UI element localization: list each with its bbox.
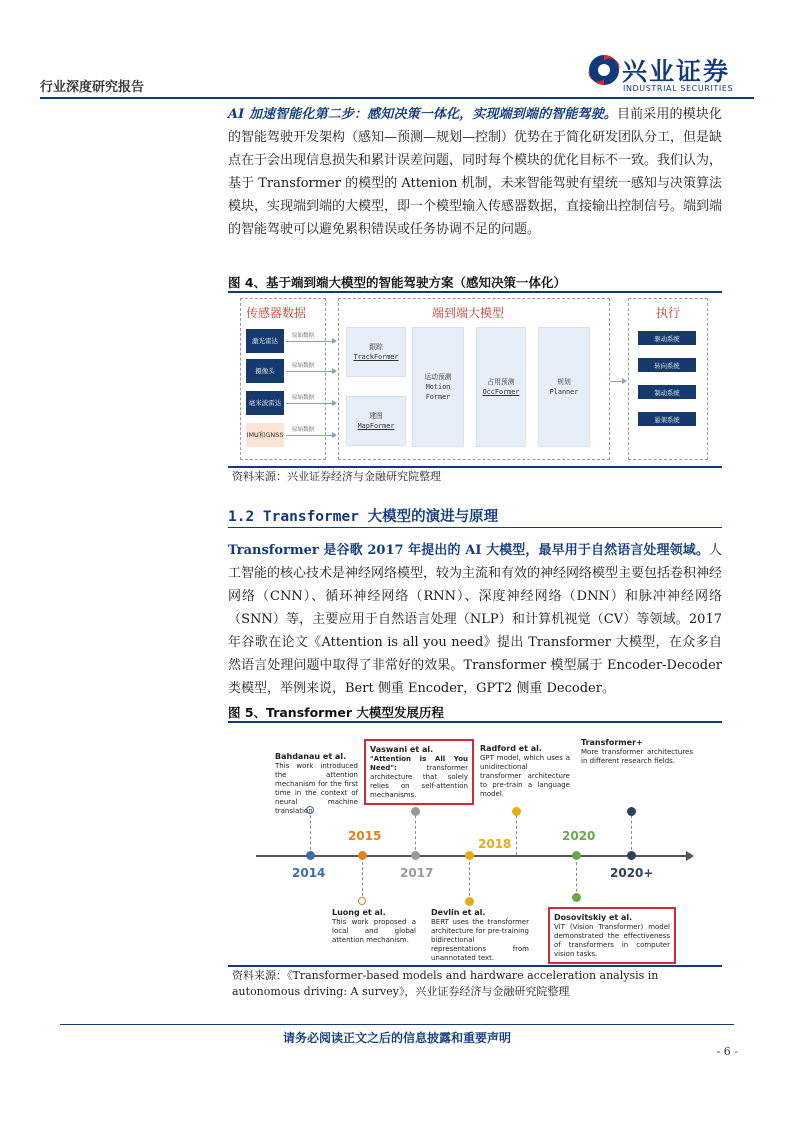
dot-dosovitskiy bbox=[572, 893, 581, 902]
figure4-source: 资料来源：兴业证券经济与金融研究院整理 bbox=[232, 470, 441, 483]
event-luong-text: This work proposed a local and global attention mechanism. bbox=[332, 918, 416, 944]
arrow-lidar bbox=[286, 341, 336, 342]
stem-2020 bbox=[576, 857, 577, 897]
stem-2020plus bbox=[631, 810, 632, 855]
event-devlin-name: Devlin et al. bbox=[431, 908, 486, 917]
stem-2014 bbox=[310, 810, 311, 855]
event-radford-text: GPT model, which uses a unidirectional transformer architecture to pre-train a language model. bbox=[480, 754, 570, 798]
dot-devlin bbox=[465, 897, 474, 906]
raw-data-label: 原始数据 bbox=[292, 427, 315, 433]
event-vaswani-name: Vaswani et al. bbox=[370, 745, 434, 754]
section-title: 1.2 Transformer 大模型的演进与原理 bbox=[228, 509, 499, 525]
event-dosovitskiy-name: Dosovitskiy et al. bbox=[554, 913, 633, 922]
planner-cn: 规划 bbox=[557, 378, 571, 386]
event-transformer-plus-text: More transformer architectures in different research fields. bbox=[581, 748, 693, 765]
event-radford-name: Radford et al. bbox=[480, 744, 542, 753]
event-luong-name: Luong et al. bbox=[332, 908, 386, 917]
stem-2017 bbox=[415, 810, 416, 855]
model-group-title: 端到端大模型 bbox=[432, 306, 505, 320]
stem-2018-radford bbox=[516, 810, 517, 855]
occ-former-en: OccFormer bbox=[482, 388, 520, 396]
paragraph-intro-lead: AI 加速智能化第二步：感知决策一体化，实现端到端的智能驾驶。 bbox=[228, 107, 617, 122]
logo-mark-icon bbox=[586, 52, 622, 88]
track-former-cn: 跟踪 bbox=[369, 343, 383, 351]
arrow-imu bbox=[286, 435, 336, 436]
header-divider bbox=[40, 97, 754, 99]
year-2020: 2020 bbox=[562, 829, 596, 843]
exec-suspension-system: 悬架系统 bbox=[638, 412, 696, 426]
sensor-imu-gnss: IMU和GNSS bbox=[246, 423, 284, 447]
report-type: 行业深度研究报告 bbox=[40, 80, 145, 95]
event-vaswani-title: "Attention is All You Need": bbox=[370, 755, 468, 772]
paragraph-transformer-lead: Transformer 是谷歌 2017 年提出的 AI 大模型，最早用于自然语言处理领域。 bbox=[228, 543, 709, 558]
figure4-caption: 图 4、基于端到端大模型的智能驾驶方案（感知决策一体化） bbox=[228, 275, 567, 290]
exec-drive-system: 驱动系统 bbox=[638, 331, 696, 345]
year-2017: 2017 bbox=[400, 866, 434, 880]
event-dosovitskiy-text: ViT (Vision Transformer) model demonstrated the effectiveness of transformers in computer vision tasks. bbox=[554, 923, 670, 958]
dot-2020 bbox=[572, 851, 581, 860]
event-dosovitskiy bbox=[548, 907, 676, 964]
event-vaswani bbox=[364, 739, 474, 805]
event-bahdanau-text: This work introduced the attention mechanism for the first time in the context of neural machine translation bbox=[275, 762, 358, 815]
exec-group-box bbox=[628, 298, 708, 460]
event-bahdanau bbox=[275, 751, 358, 816]
figure5-timeline bbox=[228, 723, 722, 968]
motion-former-box bbox=[412, 327, 464, 447]
motion-former-en1: Motion bbox=[425, 383, 451, 391]
dot-2017 bbox=[411, 851, 420, 860]
paragraph-transformer-body: 人工智能的核心技术是神经网络模型，较为主流和有效的神经网络模型主要包括卷积神经网络（CNN）、循环神经网络（RNN）、深度神经网络（DNN）和脉冲神经网络（SNN）等，主要应用于自然语言处理（NLP）和计算机视觉（CV）等领域。2017 年谷歌在论文《Attention is all you need》提出 Transformer 大模型，在众多自然语言处理问题中取得了非常好的效果。Transformer 模型属于 Encoder-Decoder 类模型，举例来说，Bert 侧重 Encoder，GPT2 侧重 Decoder。 bbox=[228, 543, 723, 696]
company-logo bbox=[586, 52, 756, 98]
figure4-diagram bbox=[228, 293, 722, 465]
year-2020plus: 2020+ bbox=[610, 866, 654, 880]
figure5-bottom-rule bbox=[228, 965, 722, 967]
event-transformer-plus bbox=[581, 737, 693, 766]
paragraph-intro-body: 目前采用的模块化的智能驾驶开发架构（感知—预测—规划—控制）优势在于简化研发团队分工，但是缺点在于会出现信息损失和累计误差问题，同时每个模块的优化目标不一致。我们认为，基于 Transformer 的模型的 Attenion 机制，未来智能驾驶有望统一感知与决策算法模块，实现端到端的大模型，即一个模型输入传感器数据，直接输出控制信号。端到端的智能驾驶可以避免累积错误或任务协调不足的问题。 bbox=[228, 107, 723, 237]
footer-divider bbox=[60, 1024, 734, 1025]
event-vaswani-text: transformer architecture that solely relies on self-attention mechanisms. bbox=[370, 764, 468, 799]
event-devlin-text: BERT uses the transformer architecture for pre-training bidirectional representations from unannotated text. bbox=[431, 918, 529, 962]
event-devlin bbox=[431, 907, 529, 963]
stem-2018-devlin bbox=[469, 857, 470, 901]
arrow-radar bbox=[286, 403, 336, 404]
map-former-cn: 建图 bbox=[369, 412, 383, 420]
occ-former-cn: 占用预测 bbox=[487, 378, 515, 386]
dot-2020plus bbox=[627, 851, 636, 860]
map-former-box bbox=[346, 396, 406, 446]
event-transformer-plus-name: Transformer+ bbox=[581, 738, 643, 747]
section-underline bbox=[228, 527, 722, 528]
event-luong bbox=[332, 907, 416, 945]
sensor-group-title: 传感器数据 bbox=[246, 306, 307, 320]
year-2015: 2015 bbox=[348, 829, 382, 843]
paragraph-transformer bbox=[228, 539, 722, 700]
sensor-camera: 摄像头 bbox=[246, 359, 284, 383]
motion-former-cn: 运动预测 bbox=[424, 373, 452, 381]
track-former-box bbox=[346, 327, 406, 377]
year-2014: 2014 bbox=[292, 866, 326, 880]
page-number: - 6 - bbox=[716, 1045, 738, 1058]
logo-cn-text: 兴业证券 bbox=[622, 57, 731, 86]
exec-brake-system: 制动系统 bbox=[638, 385, 696, 399]
dot-transformer-plus bbox=[627, 807, 636, 816]
raw-data-label: 原始数据 bbox=[292, 333, 315, 339]
exec-group-title: 执行 bbox=[656, 306, 681, 320]
sensor-radar: 毫米波雷达 bbox=[246, 391, 284, 415]
figure4-bottom-rule bbox=[228, 466, 722, 468]
event-bahdanau-name: Bahdanau et al. bbox=[275, 752, 347, 761]
raw-data-label: 原始数据 bbox=[292, 363, 315, 369]
arrow-camera bbox=[286, 371, 336, 372]
footer-disclaimer: 请务必阅读正文之后的信息披露和重要声明 bbox=[282, 1031, 511, 1045]
exec-steering-system: 转向系统 bbox=[638, 358, 696, 372]
stem-2015 bbox=[362, 857, 363, 901]
dot-2014 bbox=[306, 851, 315, 860]
dot-vaswani bbox=[411, 807, 420, 816]
map-former-en: MapFormer bbox=[357, 422, 395, 430]
motion-former-en2: Former bbox=[425, 393, 451, 401]
paragraph-intro bbox=[228, 103, 722, 241]
planner-en: Planner bbox=[549, 388, 579, 396]
dot-2018 bbox=[465, 851, 474, 860]
logo-en-text: INDUSTRIAL SECURITIES bbox=[623, 84, 734, 93]
sensor-lidar: 激光雷达 bbox=[246, 329, 284, 353]
track-former-en: TrackFormer bbox=[353, 353, 399, 361]
dot-radford bbox=[512, 807, 521, 816]
figure5-source: 资料来源：《Transformer-based models and hardware acceleration analysis in autonomous driving: A survey》，兴业证券经济与金融研究院整理 bbox=[232, 969, 659, 998]
event-radford bbox=[480, 743, 570, 799]
occ-former-box bbox=[476, 327, 526, 447]
dot-luong bbox=[358, 897, 366, 905]
year-2018: 2018 bbox=[478, 837, 512, 851]
arrow-to-exec bbox=[610, 381, 626, 382]
dot-2015 bbox=[358, 851, 367, 860]
raw-data-label: 原始数据 bbox=[292, 395, 315, 401]
figure5-caption: 图 5、Transformer 大模型发展历程 bbox=[228, 705, 444, 720]
planner-box bbox=[538, 327, 590, 447]
